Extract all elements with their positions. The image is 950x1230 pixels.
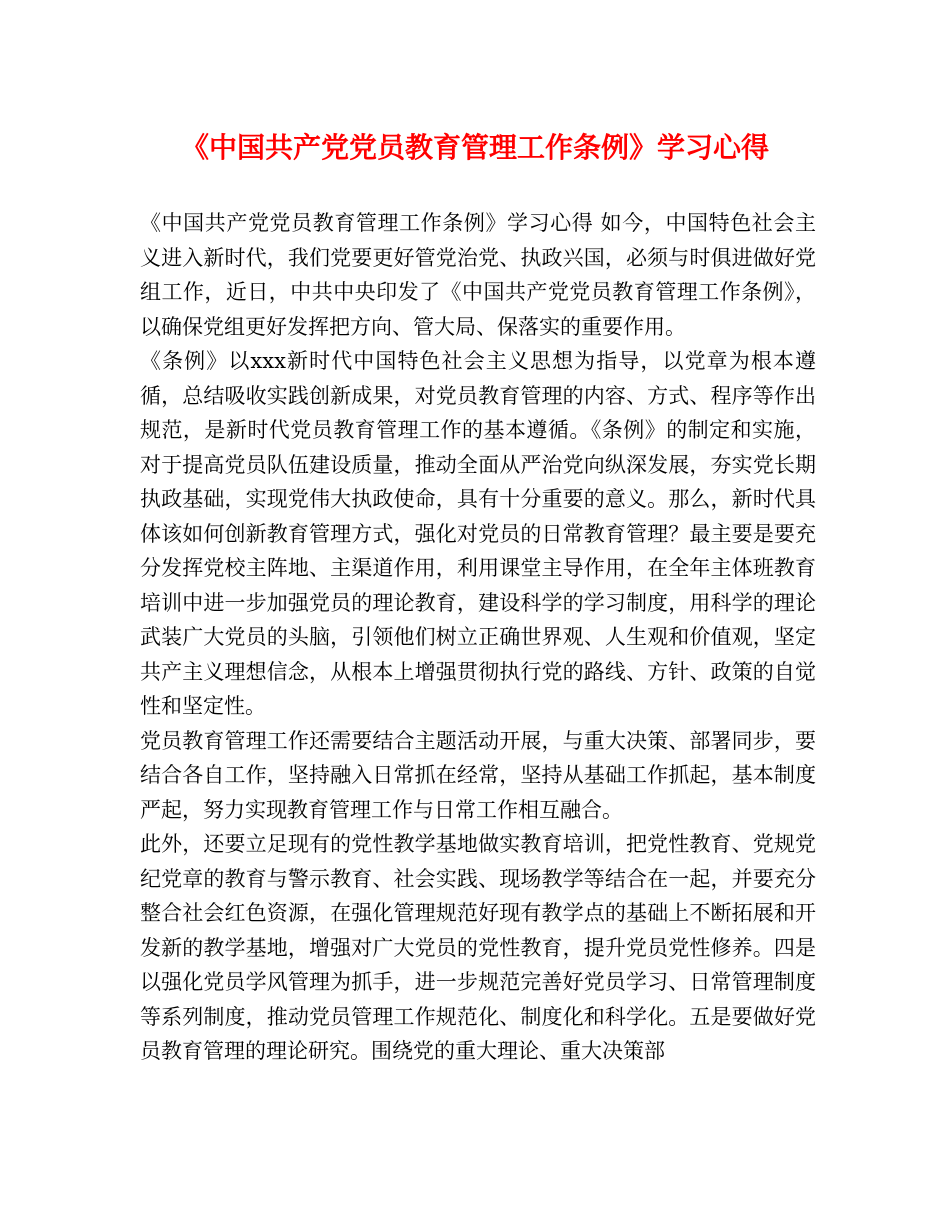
paragraph-3: 党员教育管理工作还需要结合主题活动开展，与重大决策、部署同步，要结合各自工作，坚持融入日常抓在经常，坚持从基础工作抓起，基本制度严起，努力实现教育管理工作与日常工作相互融合。 [140, 728, 816, 822]
document-title: 《中国共产党党员教育管理工作条例》学习心得 [180, 131, 769, 164]
paragraph-4: 此外，还要立足现有的党性教学基地做实教育培训，把党性教育、党规党纪党章的教育与警示教育、社会实践、现场教学等结合在一起，并要充分整合社会红色资源，在强化管理规范好现有教学点的基础上不断拓展和开发新的教学基地，增强对广大党员的党性教育，提升党员党性修养。四是以强化党员学风管理为抓手，进一步规范完善好党员学习、日常管理制度等系列制度，推动党员管理工作规范化、制度化和科学化。五是要做好党员教育管理的理论研究。围绕党的重大理论、重大决策部 [140, 832, 816, 1063]
paragraph-2: 《条例》以xxx新时代中国特色社会主义思想为指导，以党章为根本遵循，总结吸收实践创新成果，对党员教育管理的内容、方式、程序等作出规范，是新时代党员教育管理工作的基本遵循。《条例》的制定和实施，对于提高党员队伍建设质量，推动全面从严治党向纵深发展，夯实党长期执政基础，实现党伟大执政使命，具有十分重要的意义。那么，新时代具体该如何创新教育管理方式，强化对党员的日常教育管理？最主要是要充分发挥党校主阵地、主渠道作用，利用课堂主导作用，在全年主体班教育培训中进一步加强党员的理论教育，建设科学的学习制度，用科学的理论武装广大党员的头脑，引领他们树立正确世界观、人生观和价值观，坚定共产主义理想信念，从根本上增强贯彻执行党的路线、方针、政策的自觉性和坚定性。 [140, 349, 816, 718]
paragraph-1: 《中国共产党党员教育管理工作条例》学习心得 如今，中国特色社会主义进入新时代，我们党要更好管党治党、执政兴国，必须与时俱进做好党组工作，近日，中共中央印发了《中国共产党党员教育管理工作条例》，以确保党组更好发挥把方向、管大局、保落实的重要作用。 [140, 211, 816, 339]
document-body [140, 206, 816, 1069]
